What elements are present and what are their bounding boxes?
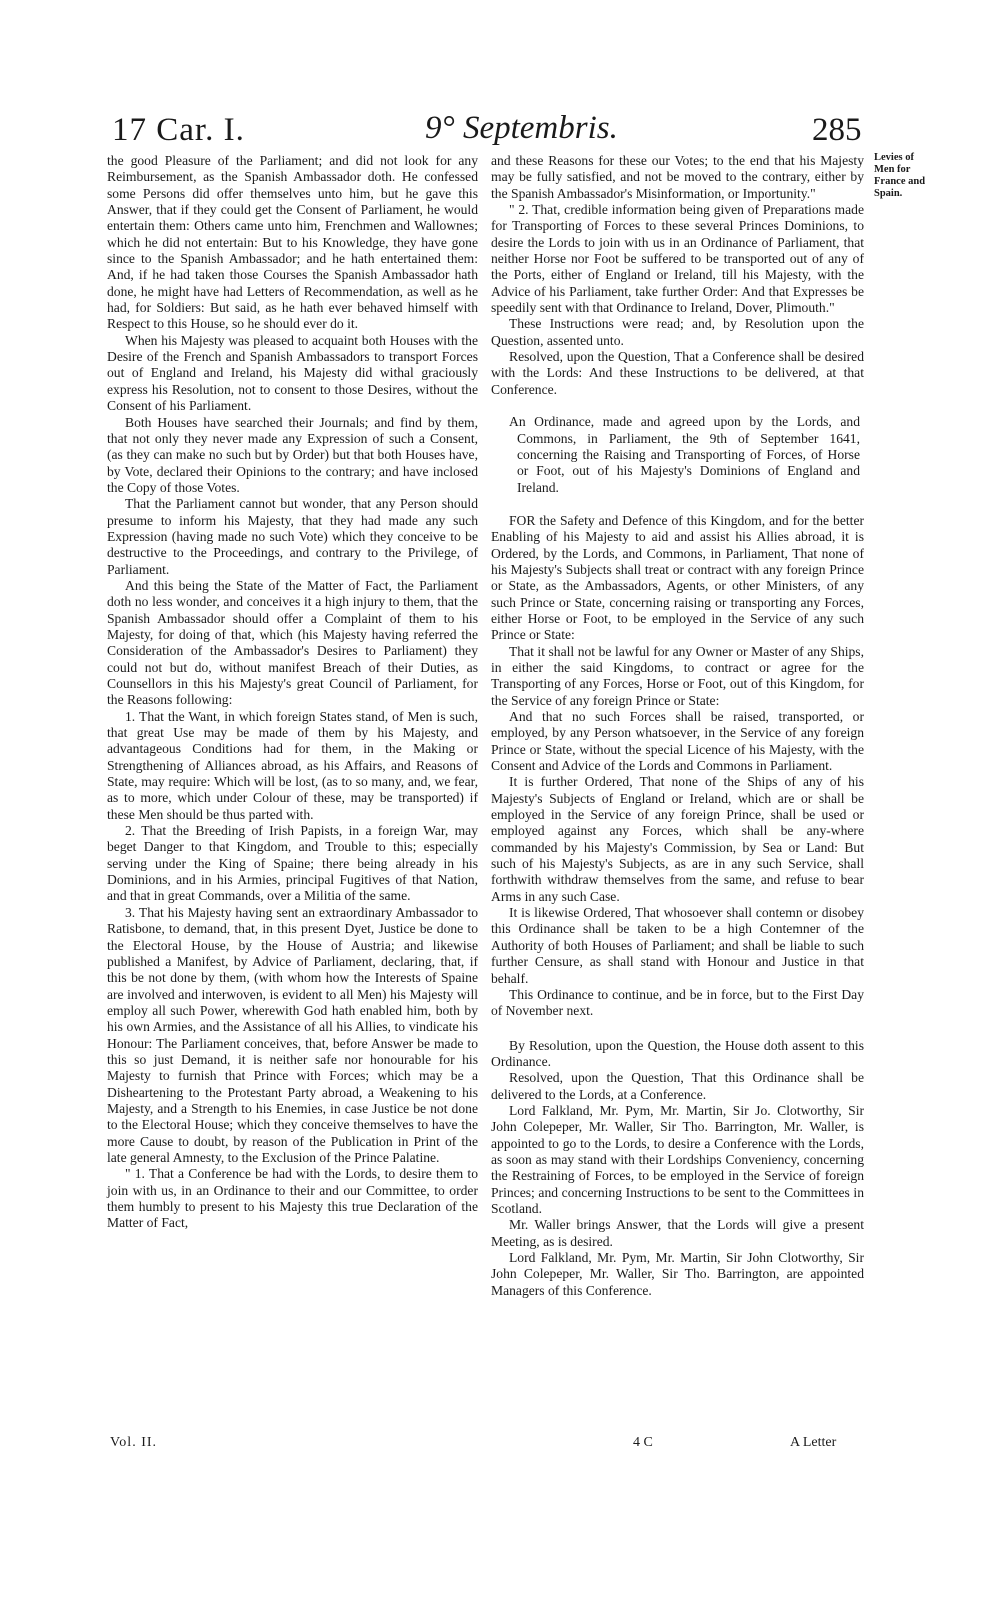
running-head-date: 9° Septembris. (425, 110, 618, 146)
volume-label: Vol. II. (110, 1435, 158, 1450)
paragraph: 1. That the Want, in which foreign States stand, of Men is such, that great Use may be made of them by his Majesty, and advantageous Conditions had for them, in the Making or Strengthening of Alliances abroad, as his Affairs, and Reasons of State, may require: Which will be lost, (as to so many, and, we fear, as to more, which under Colour of these, may be transported) if these Men should be thus parted with. (107, 708, 478, 822)
running-head-regnal-year: 17 Car. I. (112, 112, 245, 148)
paragraph: " 1. That a Conference be had with the Lords, to desire them to join with us, in an Ordinance to their and our Committee, to order them humbly to present to his Majesty this true Declaration of the Matter of Fact, (107, 1166, 478, 1231)
paragraph: That the Parliament cannot but wonder, that any Person should presume to inform his Majesty, that they had made any such Expression (having made no such Vote) which they conceive to be destructive to the Proceedings, and contrary to the Privilege, of Parliament. (107, 496, 478, 577)
right-column (491, 153, 864, 1299)
ordinance-title: An Ordinance, made and agreed upon by the Lords, and Commons, in Parliament, the 9th of September 1641, concerning the Raising and Transporting of Forces, of Horse or Foot, out of his Majesty's Dominions of England and Ireland. (509, 414, 860, 495)
paragraph: 3. That his Majesty having sent an extraordinary Ambassador to Ratisbone, to demand, that, in this present Dyet, Justice be done to the Electoral House, by the House of Austria; and likewise published a Manifest, by Advice of Parliament, declaring, that, if this be not done by them, (with whom how the Interests of Spaine are involved and interwoven, is evident to all Men) his Majesty will employ all such Power, wherewith God hath enabled him, both by his own Armies, and the Assistance of all his Allies, to vindicate his Honour: The Parliament conceives, that, before Answer be made to this so just Demand, it is neither safe nor honourable for his Majesty to furnish that Prince with Forces; which may be a Disheartening to the Protestant Party abroad, a Weakening to his Majesty, and a Strength to his Enemies, in case Justice be not done to the Electoral House; which they conceive themselves to have the more Cause to doubt, by reason of the Publication in Print of the late general Amnesty, to the Exclusion of the Prince Palatine. (107, 904, 478, 1165)
paragraph: These Instructions were read; and, by Resolution upon the Question, assented unto. (491, 316, 864, 348)
paragraph: Resolved, upon the Question, That this Ordinance shall be delivered to the Lords, at a Conference. (491, 1070, 864, 1102)
paragraph: the good Pleasure of the Parliament; and did not look for any Reimbursement, as the Spanish Ambassador doth. He confessed some Persons did offer themselves unto him, but he gave this Answer, that if they could get the Consent of Parliament, he would entertain them: Others came unto him, Frenchmen and Wallownes; which he did not entertain: But to his Knowledge, they have gone since to the Spanish Ambassador; and he hath entertained them: And, if he had taken those Courses the Spanish Ambassador hath done, he might have had Letters of Recommendation, as well as he had, for Soldiers: But said, as he hath ever behaved himself with Respect to this House, so he should ever do it. (107, 153, 478, 332)
paragraph: It is further Ordered, That none of the Ships of any of his Majesty's Subjects of England or Ireland, which are or shall be employed in the Service of any foreign Prince, shall be used or employed against any Forces, which shall be any-where commanded by his Majesty's Commission, by Sea or Land: But such of his Majesty's Subjects, as are in any such Service, shall forthwith withdraw themselves from the same, and refuse to bear Arms in any such Case. (491, 774, 864, 904)
paragraph: Lord Falkland, Mr. Pym, Mr. Martin, Sir John Clotworthy, Sir John Colepeper, Mr. Waller, Sir Tho. Barrington, are appointed Managers of this Conference. (491, 1250, 864, 1298)
paragraph: 2. That the Breeding of Irish Papists, in a foreign War, may beget Danger to that Kingdom, and Trouble to this; especially serving under the King of Spaine; there being already in his Dominions, and in his Armies, principal Fugitives of that Nation, and that in great Commands, over a Militia of the same. (107, 823, 478, 904)
left-column (107, 153, 478, 1232)
paragraph: and these Reasons for these our Votes; to the end that his Majesty may be fully satisfied, and not be moved to the contrary, either by the Spanish Ambassador's Misinformation, or Importunity." (491, 153, 864, 201)
paragraph: Lord Falkland, Mr. Pym, Mr. Martin, Sir Jo. Clotworthy, Sir John Colepeper, Mr. Waller, Sir Tho. Barrington, Mr. Waller, is appointed to go to the Lords, to desire a Conference with the Lords, as soon as may stand with their Lordships Conveniency, concerning the Restraining of Forces, to be employed in the Service of foreign Princes; and concerning Instructions to be sent to the Committees in Scotland. (491, 1102, 864, 1216)
paragraph: And this being the State of the Matter of Fact, the Parliament doth no less wonder, and conceives it a high injury to them, that the Spanish Ambassador should offer a Complaint of them to his Majesty, for doing of that, which (his Majesty having referred the Consideration of the Ambassador's Desires to Parliament) they could not but do, without manifest Breach of their Duties, as Counsellors in this his Majesty's great Council of Parliament, for the Reasons following: (107, 577, 478, 708)
paragraph: When his Majesty was pleased to acquaint both Houses with the Desire of the French and Spanish Ambassadors to transport Forces out of England and Ireland, his Majesty did withal graciously express his Resolution, not to consent to those Desires, without the Consent of his Parliament. (107, 332, 478, 414)
paragraph: Mr. Waller brings Answer, that the Lords will give a present Meeting, as is desired. (491, 1217, 864, 1249)
paragraph: " 2. That, credible information being given of Preparations made for Transporting of Forces to these several Princes Dominions, to desire the Lords to join with us in an Ordinance of Parliament, that neither Horse nor Foot be suffered to be transported out of any of the Ports, either of England or Ireland, till his Majesty, with the Advice of his Parliament, take further Order: And that Expresses be speedily sent with that Ordinance to Ireland, Dover, Plimouth." (491, 202, 864, 316)
paragraph: And that no such Forces shall be raised, transported, or employed, by any Person whatsoever, in the Service of any foreign Prince or State, without the special Licence of his Majesty, with the Consent and Advice of the Lords and Commons in Parliament. (491, 709, 864, 774)
paragraph: FOR the Safety and Defence of this Kingdom, and for the better Enabling of his Majesty to aid and assist his Allies abroad, it is Ordered, by the Lords, and Commons, in Parliament, That none of his Majesty's Subjects shall treat or contract with any foreign Prince or State, as the Ambassadors, Agents, or other Ministers, of any such Prince or State, concerning raising or transporting any Forces, either Horse or Foot, to be employed in the Service of any such Prince or State: (491, 512, 864, 643)
paragraph: That it shall not be lawful for any Owner or Master of any Ships, in either the said Kingdoms, to contract or agree for the Transporting of any Forces, Horse or Foot, out of this Kingdom, for the Service of any foreign Prince or State: (491, 643, 864, 708)
paragraph: It is likewise Ordered, That whosoever shall contemn or disobey this Ordinance shall be taken to be a high Contemner of the Authority of both Houses of Parliament; and shall be liable to such further Censure, as shall stand with Honour and Justice in that behalf. (491, 905, 864, 986)
paragraph: Both Houses have searched their Journals; and find by them, that not only they never made any Expression of such a Consent, (as they can make no such but by Order) but that both Houses have, by Vote, declared their Opinions to the contrary; and have inclosed the Copy of those Votes. (107, 414, 478, 495)
page-number: 285 (812, 112, 862, 148)
catchword: A Letter (790, 1435, 837, 1450)
margin-note: Levies of Men for France and Spain. (874, 152, 926, 199)
paragraph: By Resolution, upon the Question, the House doth assent to this Ordinance. (491, 1037, 864, 1069)
signature-mark: 4 C (633, 1435, 653, 1450)
paragraph: Resolved, upon the Question, That a Conference shall be desired with the Lords: And these Instructions to be delivered, at that Conference. (491, 349, 864, 397)
paragraph: This Ordinance to continue, and be in force, but to the First Day of November next. (491, 986, 864, 1019)
